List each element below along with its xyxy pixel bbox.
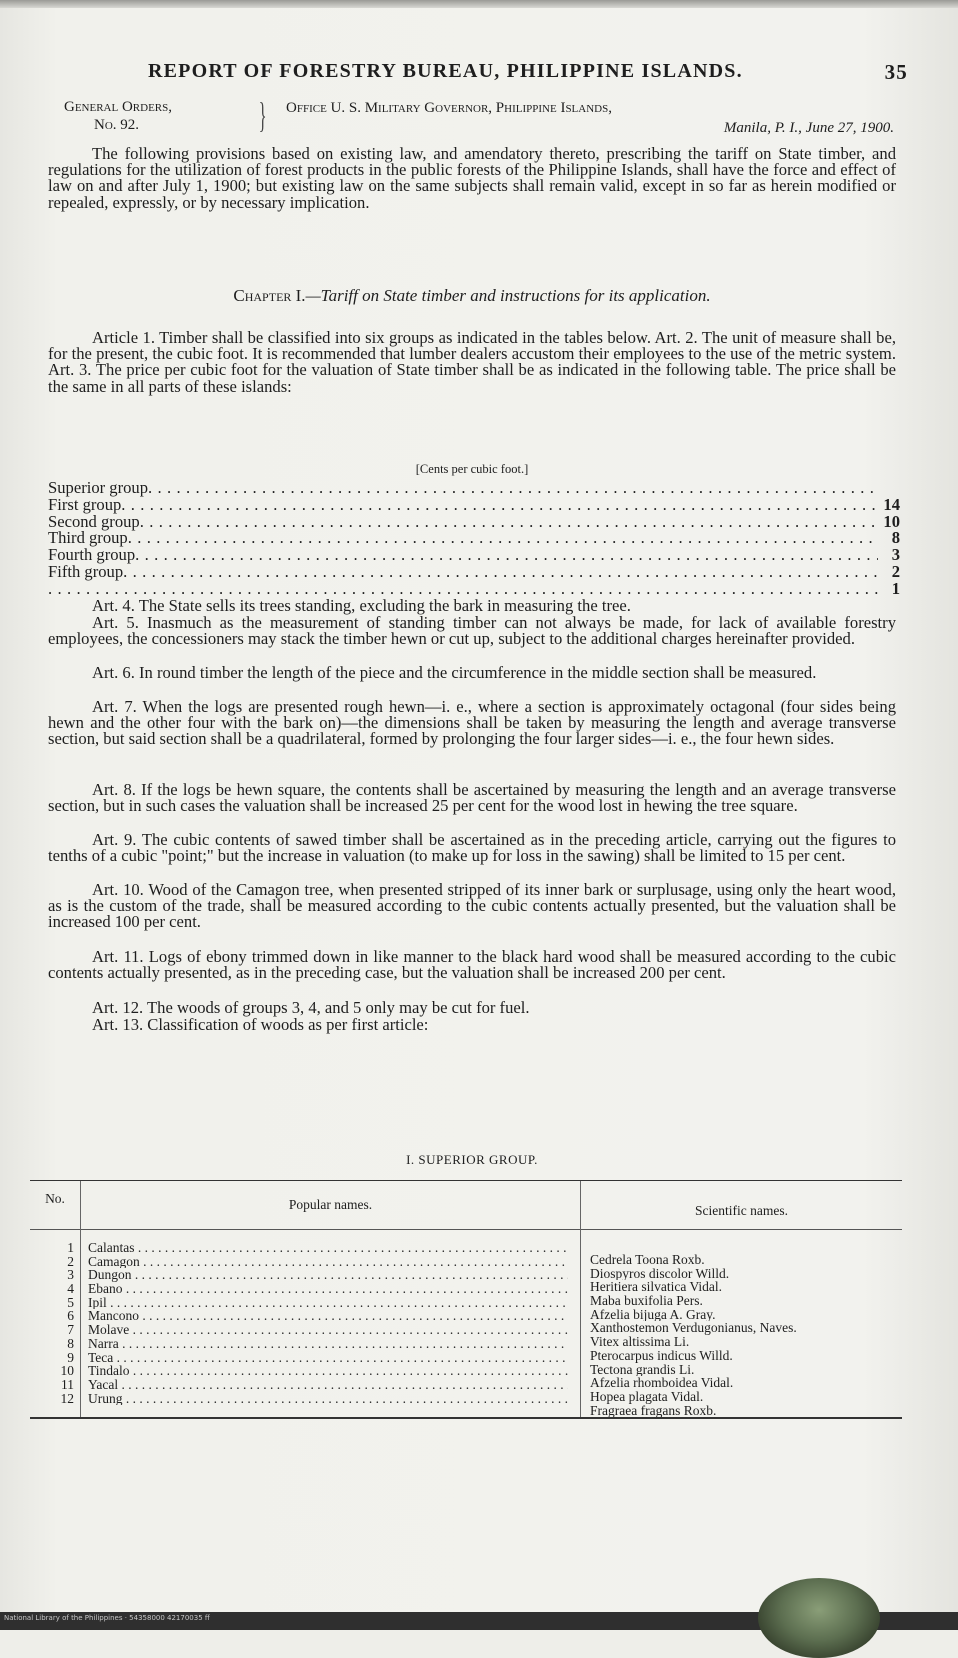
brace-glyph: } bbox=[258, 95, 267, 135]
row-number: 4 bbox=[67, 1281, 74, 1297]
running-title: REPORT OF FORESTRY BUREAU, PHILIPPINE ISLANDS. bbox=[148, 60, 743, 82]
price-row bbox=[48, 530, 900, 547]
price-table bbox=[48, 480, 900, 598]
article-4: Art. 4. The State sells its trees standing, excluding the bark in measuring the tree. bbox=[92, 596, 631, 615]
row-number: 12 bbox=[60, 1390, 74, 1406]
scientific-name: Heritiera silvatica Vidal. bbox=[590, 1280, 723, 1295]
price-row bbox=[48, 511, 900, 531]
popular-name: Ipil . . . bbox=[88, 1296, 568, 1310]
wood-table-title: I. SUPERIOR GROUP. bbox=[406, 1152, 538, 1167]
chapter-label: Chapter I. bbox=[233, 286, 306, 305]
scientific-name: Cedrela Toona Roxb. bbox=[590, 1253, 705, 1267]
group-price: 2 bbox=[891, 561, 900, 581]
leader-dots bbox=[128, 530, 878, 547]
group-label: Second group bbox=[48, 511, 140, 531]
popular-name: Yacal . . . bbox=[88, 1378, 568, 1392]
row-number: 9 bbox=[67, 1349, 74, 1365]
popular-name: Teca . . . bbox=[88, 1351, 568, 1365]
article-9: Art. 9. The cubic contents of sawed timber shall be ascertained as in the preceding article, carrying out the figures to tenths of a cubic "point;" but the increase in valuation (to make up for loss in the sawing) shall be limited to 15 per cent. bbox=[48, 830, 896, 866]
article-7: Art. 7. When the logs are presented rough hewn—i. e., where a section is approximately octagonal (four sides being hewn and the other four with the bark on)—the dimensions shall be taken by measuring the length and average transverse section, but said section shall be a quadrilateral, formed by prolonging the four larger sides—i. e., the four hewn sides. bbox=[48, 697, 896, 749]
scientific-name: Xanthostemon Verdugonianus, Naves. bbox=[590, 1321, 797, 1336]
group-label: Fifth group bbox=[48, 561, 124, 581]
scientific-name: Hopea plagata Vidal. bbox=[590, 1389, 704, 1404]
row-number: 5 bbox=[67, 1294, 74, 1310]
article-10: Art. 10. Wood of the Camagon tree, when presented stripped of its inner bark or surplusage, using only the heart wood, as is the custom of the trade, shall be measured according to the cubic contents actually presented, but the valuation shall be increased 100 per cent. bbox=[48, 880, 896, 932]
order-label-line2: No. 92. bbox=[94, 117, 140, 133]
order-label bbox=[64, 98, 172, 134]
header-no: No. bbox=[45, 1191, 65, 1206]
chapter-title: —Tariff on State timber and instructions for its application. bbox=[305, 286, 711, 305]
row-number: 7 bbox=[67, 1322, 74, 1338]
article-11: Art. 11. Logs of ebony trimmed down in like manner to the black hard wood shall be measured according to the cubic contents actually presented, as in the preceding case, but the valuation shall be increased 200 per cent. bbox=[48, 947, 896, 983]
row-number: 1 bbox=[67, 1240, 74, 1255]
price-row bbox=[48, 547, 900, 564]
running-head bbox=[148, 60, 908, 83]
leader-dots bbox=[140, 514, 878, 531]
header-scientific-names: Scientific names. bbox=[580, 1181, 902, 1229]
office-line: Office U. S. Military Governor, Philippine Islands, bbox=[286, 100, 612, 116]
leader-dots bbox=[123, 564, 878, 581]
popular-name: Molave . . . bbox=[88, 1323, 568, 1337]
row-number: 10 bbox=[60, 1363, 74, 1379]
article-6: Art. 6. In round timber the length of the piece and the circumference in the middle section shall be measured. bbox=[92, 663, 817, 682]
popular-name: Dungon . . . bbox=[88, 1268, 568, 1282]
scientific-name: Maba buxifolia Pers. bbox=[590, 1294, 703, 1308]
intro-paragraph: The following provisions based on existing law, and amendatory thereto, prescribing the tariff on State timber, and regulations for the utilization of forest products in the public forests of the Philippine Islands, shall have the force and effect of law on and after July 1, 1900; but existing law on the same subjects shall remain valid, except in so far as herein modified or repealed, expressly, or by necessary implication. bbox=[48, 144, 896, 212]
scientific-name: Fragraea fragans Roxb. bbox=[590, 1403, 717, 1418]
row-number: 11 bbox=[61, 1376, 74, 1392]
wood-classification-table bbox=[30, 1180, 902, 1419]
leader-dots bbox=[148, 480, 878, 497]
popular-name: Narra . . . bbox=[88, 1337, 568, 1351]
group-price: 14 bbox=[883, 494, 900, 514]
header-popular-names: Popular names. bbox=[80, 1181, 580, 1229]
price-row bbox=[48, 494, 900, 514]
scientific-name: Afzelia rhomboidea Vidal. bbox=[590, 1376, 734, 1390]
general-orders-heading bbox=[64, 95, 894, 144]
group-price: 10 bbox=[883, 511, 900, 531]
article-8: Art. 8. If the logs be hewn square, the contents shall be ascertained by measuring the length and an average transverse section, but in such cases the valuation shall be increased 25 per cent for the wood lost in hewing the tree square. bbox=[48, 780, 896, 816]
group-price: 8 bbox=[891, 528, 900, 548]
group-price: 1 bbox=[891, 578, 900, 598]
scan-footer-text: National Library of the Philippines · 54358000 42170035 ff bbox=[4, 1614, 210, 1622]
popular-name: Tindalo . . . bbox=[88, 1364, 568, 1378]
scientific-name: Tectona grandis Li. bbox=[590, 1362, 695, 1377]
scientific-name: Pterocarpus indicus Willd. bbox=[590, 1348, 733, 1363]
row-number: 2 bbox=[67, 1253, 74, 1269]
scientific-name: Afzelia bijuga A. Gray. bbox=[590, 1307, 716, 1322]
dateline: Manila, P. I., June 27, 1900. bbox=[723, 120, 894, 136]
popular-name: Urung . . . bbox=[88, 1392, 568, 1406]
table-row bbox=[30, 1389, 902, 1418]
articles-1-3: Article 1. Timber shall be classified into six groups as indicated in the tables below. Art. 2. The unit of measure shall be, for the present, the cubic foot. It is recommended that lumber dealers accustom their employees to the use of the metric system. Art. 3. The price per cubic foot for the valuation of State timber shall be as indicated in the following table. The price shall be the same in all parts of these islands: bbox=[48, 328, 896, 396]
scientific-name: Vitex altissima Li. bbox=[590, 1335, 690, 1349]
popular-name: Mancono . . . bbox=[88, 1309, 568, 1323]
leader-dots bbox=[135, 547, 878, 564]
popular-name: Calantas . . . bbox=[88, 1241, 568, 1255]
chapter-heading bbox=[48, 286, 896, 306]
popular-name: Camagon . . . bbox=[88, 1255, 568, 1269]
order-office-block bbox=[286, 98, 894, 138]
wood-table-body bbox=[30, 1240, 902, 1418]
group-label: Superior group bbox=[48, 478, 149, 497]
order-label-line1: General Orders, bbox=[64, 99, 173, 115]
page-number: 35 bbox=[884, 60, 908, 84]
row-number: 6 bbox=[67, 1308, 74, 1324]
group-label: Fourth group bbox=[48, 545, 136, 565]
article-5: Art. 5. Inasmuch as the measurement of standing timber can not always be made, for lack of available forestry employees, the concessioners may stack the timber hewn or cut up, subject to the additional charges hereinafter provided. bbox=[48, 613, 896, 649]
leader-dots bbox=[121, 497, 878, 514]
article-13: Art. 13. Classification of woods as per first article: bbox=[92, 1015, 429, 1034]
row-number: 3 bbox=[67, 1267, 74, 1283]
group-price: 3 bbox=[891, 545, 900, 565]
group-label: Third group bbox=[48, 528, 128, 548]
row-number: 8 bbox=[67, 1335, 74, 1351]
scientific-name: Diospyros discolor Willd. bbox=[590, 1266, 730, 1281]
price-row bbox=[48, 561, 900, 581]
wood-table-header bbox=[30, 1181, 902, 1230]
price-table-caption: [Cents per cubic foot.] bbox=[415, 462, 529, 476]
popular-name: Ebano . . . bbox=[88, 1282, 568, 1296]
scanner-thumb-shadow bbox=[758, 1578, 880, 1658]
price-row bbox=[48, 480, 900, 497]
page-top-edge bbox=[0, 0, 958, 8]
article-12: Art. 12. The woods of groups 3, 4, and 5 only may be cut for fuel. bbox=[92, 998, 530, 1017]
group-label: First group bbox=[48, 494, 122, 514]
